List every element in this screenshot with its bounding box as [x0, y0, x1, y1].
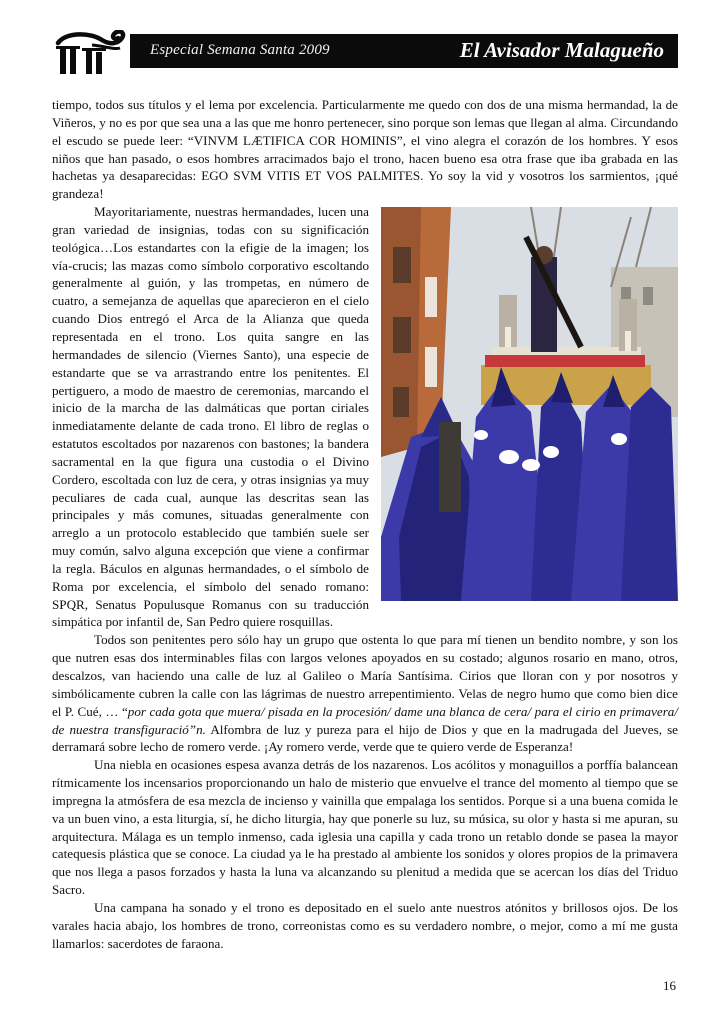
paragraph-text: Todos son penitentes pero sólo hay un grupo que ostenta lo que para mí tienen un bendito nombre, y son los que nutren esas dos interminables filas con largos velones apoyados en su costado; algunos rosario en mano, otros, descalzos, van haciendo una calle de luz al Galileo o María Santísima. Cirios que lloran con y por nosotros y simbólicamente cubren la calle con las lágrimas de nuestro arrepentimiento. Velas de negro humo que como bien dice el P. Cué, … “: [52, 632, 678, 719]
page-header: [52, 30, 678, 76]
section-title: Especial Semana Santa 2009: [150, 42, 330, 58]
paragraph: [52, 631, 678, 756]
paragraph: Una campana ha sonado y el trono es depositado en el suelo ante nuestros atónitos y brillosos ojos. De los varales hacia abajo, los hombres de trono, correonistas como es su verdadero nombre, o mejor, como a mí me gusta llamarlos: sacerdotes de faraona.: [52, 899, 678, 951]
paragraph-text: Alfombra de luz y pureza para el hijo de Dios y que en la madrugada del Jueves, se derramará sobre lecho de romero verde. ¡Ay romero verde, verde que te quiero verde de Esperanza!: [52, 721, 678, 755]
paragraph: tiempo, todos sus títulos y el lema por excelencia. Particularmente me quedo con dos de una misma hermandad, la de Viñeros, y no es por que sea una a las que me honro pertenecer, sino porque son lemas que llegan al alma. Circundando el escudo se puede leer: “VINVM LÆTIFICA COR HOMINIS”, el vino alegra el corazón de los hombres. Y esos niños que han pasado, o esos hombres arracimados bajo el trono, hacen bueno esa otra frase que iba grabada en las hachetas ya desaparecidas: EGO SVM VITIS ET VOS PALMITES. Yo soy la vid y vosotros los sarmientos, ¡qué grandeza!: [52, 97, 678, 202]
article-body: [52, 96, 678, 953]
procession-photo: [381, 207, 678, 601]
poem-quote: por cada gota que muera/ pisada en la procesión/ dame una blanca de cera/ para el cirio en primavera/ de nuestra transfiguració”n.: [52, 703, 678, 737]
paragraph: Mayoritariamente, nuestras hermandades, lucen una gran variedad de insignias, todas con su significación teológica…Los estandartes con la efigie de la imagen; los vía-crucis; las mazas como símbolo corporativo escoltando generalmente al guión, y las trompetas, en número de cuatro, a semejanza de aquellas que aparecieron en el cielo cuando Dios entregó el Arca de la Alianza que queda representada en el trono. Los quita sangre en las hermandades de silencio (Viernes Santo), una especie de estandarte que se va arrastrando entre los penitentes. El pertiguero, a modo de maestro de ceremonias, marcando el inicio de la marcha de las dalmáticas que portan ciriales inmediatamente delante de cada trono. El libro de reglas o estatutos escoltados por nazarenos con bastones; la bandera sacramental en la que figura una custodia o el Divino Cordero, escoltada con luz de cera, y otras insignias ya muy peculiares de cada cual, aunque las descritas sean las principales y más comunes, situadas generalmente con arreglo a un protocolo establecido que también suele ser muy común, salvo alguna excepción que viene a confirmar la regla. Báculos en algunas hermandades, o el símbolo de Roma por excelencia, el símbolo del senado romano: SPQR, Senatus Populusque Romanus con su traducción simpática por infantil de, San Pedro quiere rosquillas.: [52, 204, 369, 630]
publication-logo: [52, 30, 130, 76]
header-bar: [114, 34, 678, 68]
page-number: 16: [663, 978, 676, 993]
publication-title: El Avisador Malagueño: [459, 38, 664, 62]
paragraph: Una niebla en ocasiones espesa avanza detrás de los nazarenos. Los acólitos y monaguillos a porffía balancean rítmicamente los incensarios proporcionando un halo de misterio que envuelve el trance del momento al tiempo que se impregna la atmósfera de esa mezcla de incienso y vainilla que empalaga los sentidos. Porque si a una buena comida le va un buen vino, a esta liturgia, sí, he dicho liturgia, hay que ponerle su luz, su música, su olor y hasta si me apuran, su arquitectura. Málaga es un templo inmenso, cada iglesia una capilla y cada trono un retablo donde se pasea la mayor catequesis plástica que se conoce. La ciudad ya le ha prestado al ambiente los sonidos y olores propios de la primavera que nos llega a pasos forzados y hasta la luna va alcanzando su plenitud a medida que se acercan los días del Triduo Sacro.: [52, 757, 678, 898]
